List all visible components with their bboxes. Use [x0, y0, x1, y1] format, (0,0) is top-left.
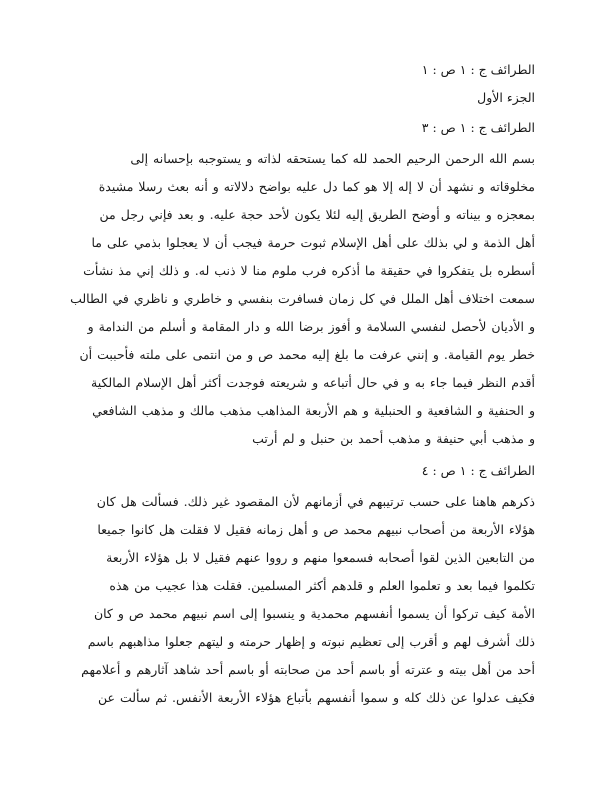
text-line: مخلوقاته و نشهد أن لا إله إلا هو كما دل عليه بواضح دلالاته و أنه بعث رسلا مشيدة	[98, 179, 535, 194]
part-title: الجزء الأول	[477, 90, 535, 105]
text-line: من التابعين الذين لقوا أصحابه فسمعوا منهم و رووا عنهم فقيل لا بل هؤلاء الأربعة	[106, 550, 535, 565]
text-line: و مذهب أبي حنيفة و مذهب أحمد بن حنبل و لم أرتب	[252, 431, 535, 446]
text-line: ذلك أشرف لهم و أقرب إلى تعظيم نبوته و إظهار حرمته و ليتهم جعلوا مذاهبهم باسم	[87, 634, 535, 649]
text-line: سمعت اختلاف أهل الملل في كل زمان فسافرت بنفسي و خاطري و ناظري في الطالب	[70, 291, 535, 306]
page-reference-header: الطرائف ج : ١ ص : ١	[421, 62, 535, 77]
text-line: و الحنفية و الشافعية و الحنبلية و هم الأربعة المذاهب مذهب مالك و مذهب الشافعي	[92, 403, 535, 418]
text-line: بمعجزه و بيناته و أوضح الطريق إليه لئلا يكون لأحد حجة عليه. و بعد فإني رجل من	[99, 207, 535, 222]
text-line: أهل الذمة و لي بذلك على أهل الإسلام ثبوت حرمة فيجب أن لا يعجلوا بذمي على ما	[91, 235, 535, 250]
text-line: أقدم النظر فيما جاء به و في حال أتباعه و شريعته فوجدت أكثر أهل الإسلام المالكية	[91, 375, 535, 390]
text-line: بسم الله الرحمن الرحيم الحمد لله كما يستحقه لذاته و يستوجبه بإحسانه إلى	[130, 151, 535, 166]
text-line: و الأديان لأحصل لنفسي السلامة و أفوز برضا الله و دار المقامة و أسلم من الندامة و	[87, 319, 535, 334]
page-reference-header: الطرائف ج : ١ ص : ٣	[421, 120, 535, 135]
text-line: أسطره بل يتفكروا في حقيقة ما أذكره فرب ملوم منا لا ذنب له. و ذلك إني مذ نشأت	[83, 263, 535, 278]
text-line: ذكرهم هاهنا على حسب ترتيبهم في أزمانهم لأن المقصود غير ذلك. فسألت هل كان	[96, 494, 535, 509]
paragraph-1	[65, 145, 535, 453]
paragraph-2	[65, 488, 535, 712]
text-line: أحد من أهل بيته و عترته أو باسم أحد من صحابته أو باسم أحد شاهد آثارهم و أعلامهم	[81, 662, 535, 677]
page-reference-header: الطرائف ج : ١ ص : ٤	[421, 463, 535, 478]
text-line: هؤلاء الأربعة من أصحاب نبيهم محمد ص و أهل زمانه فقيل لا فقلت هل كانوا جميعا	[97, 522, 535, 537]
text-line: الأمة كيف تركوا أن يسموا أنفسهم محمدية و ينسبوا إلى اسم نبيهم محمد ص و كان	[93, 606, 535, 621]
text-line: فكيف عدلوا عن ذلك كله و سموا أنفسهم بأتباع هؤلاء الأربعة الأنفس. ثم سألت عن	[98, 690, 535, 705]
text-line: تكلموا فيما بعد و تعلموا العلم و قلدهم أكثر المسلمين. فقلت هذا عجيب من هذه	[109, 578, 535, 593]
text-line: خطر يوم القيامة. و إنني عرفت ما بلغ إليه محمد ص و من انتمى على ملته فأحببت أن	[79, 347, 535, 362]
